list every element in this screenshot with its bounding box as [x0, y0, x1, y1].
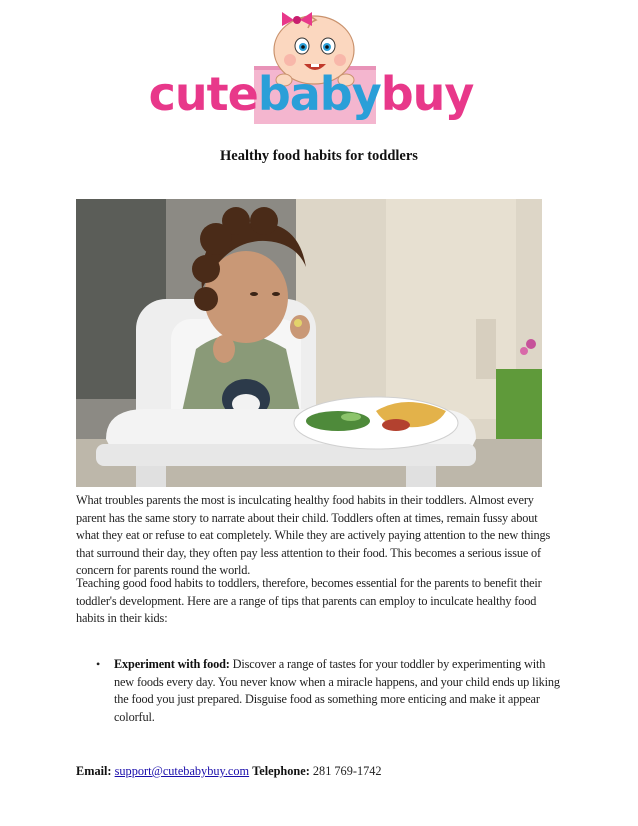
- tip-text: Discover a range of tastes for your toddler by experimenting with new foods every day. You never know when a miracle happens, and your child ends up liking the food you just prepared. Disguise food as something more enticing and make it appear colorful.: [114, 657, 560, 724]
- phone-label: Telephone:: [252, 764, 310, 778]
- tips-list: [96, 656, 562, 726]
- baby-face-logo-icon: [116, 8, 506, 126]
- email-label: Email:: [76, 764, 112, 778]
- tips-intro-paragraph: Teaching good food habits to toddlers, therefore, becomes essential for the parents to benefit their toddler's development. Here are a range of tips that parents can employ to inculcate healthy food habits in their kids:: [76, 576, 542, 626]
- tip-label: Experiment with food:: [114, 657, 230, 671]
- intro-paragraph: What troubles parents the most is inculcating healthy food habits in their toddlers. Almost every parent has the same story to narrate about their child. Toddlers often at times, remain fussy about what they eat or refuse to eat completely. While they are actively paying attention to the new things that surround their day, they often pay less attention to their food. This becomes a serious issue of concern for parents round the world.: [76, 493, 551, 578]
- svg-text:cutebabybuy: cutebabybuy: [148, 67, 474, 121]
- brand-logo: [116, 8, 506, 126]
- email-link[interactable]: support@cutebabybuy.com: [114, 764, 250, 778]
- toddler-eating-photo: [76, 199, 542, 487]
- bullet-icon: •: [96, 657, 101, 671]
- phone-number: 281 769-1742: [312, 764, 382, 778]
- page-title: Healthy food habits for toddlers: [220, 148, 418, 164]
- contact-footer: [76, 764, 382, 779]
- photo-illustration-icon: [76, 199, 542, 487]
- list-item: [96, 656, 562, 726]
